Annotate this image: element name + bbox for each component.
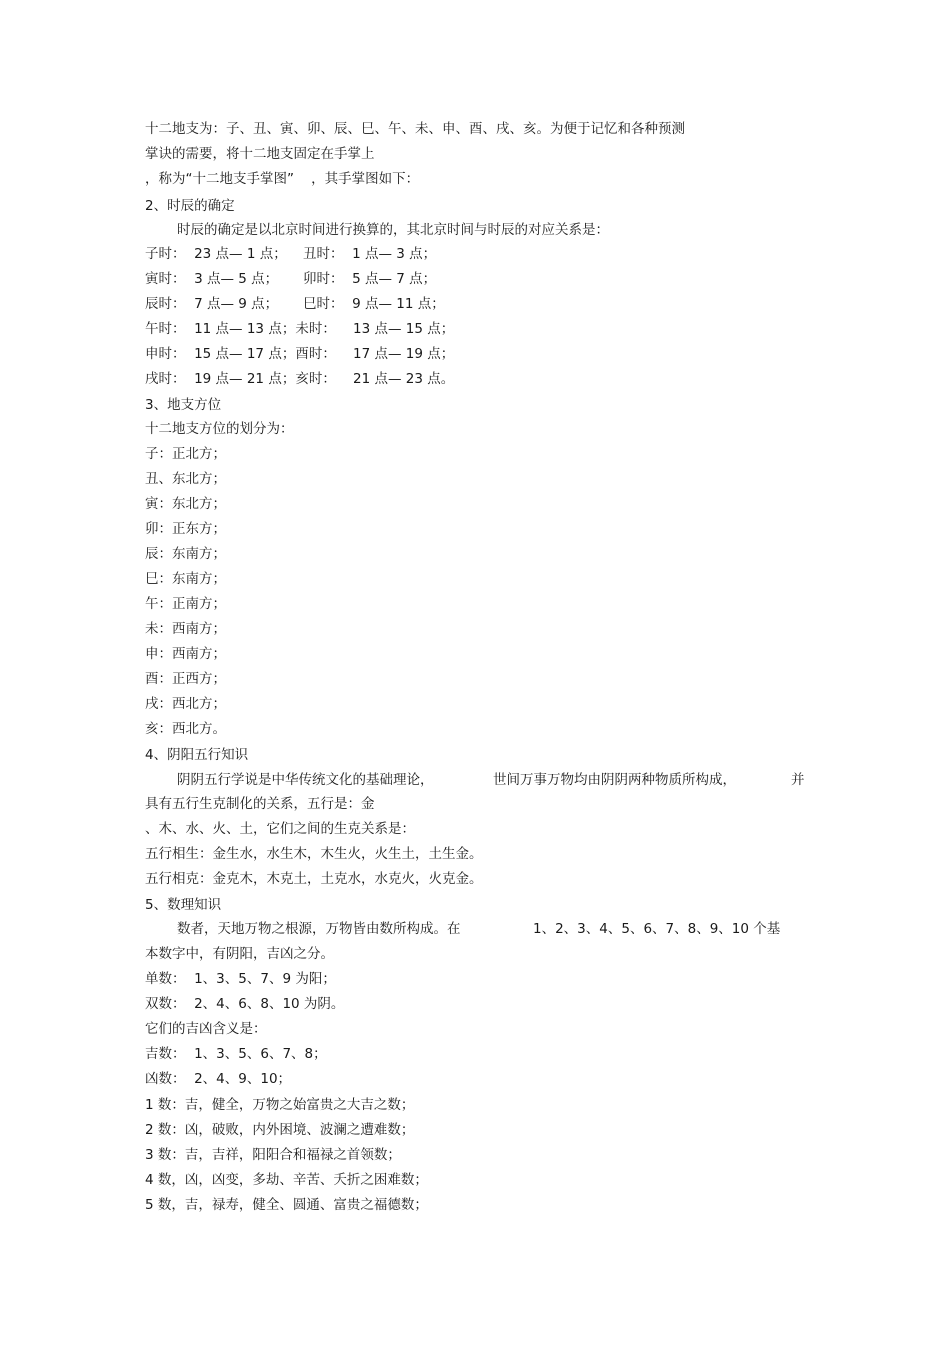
numerology-line: 4 数，凶，凶变，多劫、辛苦、夭折之困难数； [145, 1172, 428, 1188]
intro-line-3: ，称为“十二地支手掌图” ，其手掌图如下： [145, 171, 420, 187]
wuxing-overcoming: 五行相克：金克木，木克土，土克水，水克火，火克金。 [145, 871, 483, 887]
section-4-para-part-2: 世间万事万物均由阴阴两种物质所构成， [493, 772, 736, 788]
time-row-5-a: 申时： 15 点— 17 点；酉时： [145, 346, 336, 362]
section-5-para-part-1: 数者，天地万物之根源，万物皆由数所构成。在 [177, 921, 461, 937]
numerology-line: 双数： 2、4、6、8、10 为阴。 [145, 996, 345, 1012]
section-4-para-part-1: 阴阴五行学说是中华传统文化的基础理论， [177, 772, 434, 788]
section-2-title: 2、时辰的确定 [145, 198, 235, 214]
section-3-title: 3、地支方位 [145, 397, 222, 413]
numerology-line: 1 数：吉，健全，万物之始富贵之大吉之数； [145, 1097, 415, 1113]
section-5-line-2: 本数字中，有阴阳，吉凶之分。 [145, 946, 334, 962]
wuxing-generating: 五行相生：金生水，水生木，木生火，火生土，土生金。 [145, 846, 483, 862]
time-row-3-a: 辰时： 7 点— 9 点； [145, 296, 279, 312]
direction-item: 午：正南方； [145, 596, 226, 612]
time-row-4-b: 13 点— 15 点； [353, 321, 455, 337]
numerology-line: 3 数：吉，吉祥，阳阳合和福禄之首领数； [145, 1147, 401, 1163]
direction-item: 未：西南方； [145, 621, 226, 637]
time-row-1-b: 丑时： 1 点— 3 点； [303, 246, 437, 262]
time-row-2-a: 寅时： 3 点— 5 点； [145, 271, 279, 287]
direction-item: 戌：西北方； [145, 696, 226, 712]
section-4-line-2: 具有五行生克制化的关系，五行是：金 [145, 796, 375, 812]
direction-item: 巳：东南方； [145, 571, 226, 587]
direction-item: 辰：东南方； [145, 546, 226, 562]
direction-item: 子：正北方； [145, 446, 226, 462]
numerology-line: 2 数：凶，破败，内外困境、波澜之遭难数； [145, 1122, 415, 1138]
time-row-6-b: 21 点— 23 点。 [353, 371, 455, 387]
direction-item: 申：西南方； [145, 646, 226, 662]
section-4-para-part-3: 并 [791, 772, 805, 788]
time-row-5-b: 17 点— 19 点； [353, 346, 455, 362]
numerology-line: 5 数，吉，禄寿，健全、圆通、富贵之福德数； [145, 1197, 428, 1213]
intro-line-2: 掌诀的需要，将十二地支固定在手掌上 [145, 146, 375, 162]
direction-item: 寅：东北方； [145, 496, 226, 512]
section-5-para-part-2: 1、2、3、4、5、6、7、8、9、10 个基 [533, 921, 781, 937]
direction-item: 丑、东北方； [145, 471, 226, 487]
time-row-4-a: 午时： 11 点— 13 点；未时： [145, 321, 336, 337]
time-row-2-b: 卯时： 5 点— 7 点； [303, 271, 437, 287]
direction-item: 亥：西北方。 [145, 721, 226, 737]
section-2-paragraph: 时辰的确定是以北京时间进行换算的，其北京时间与时辰的对应关系是： [177, 222, 609, 238]
intro-line-1: 十二地支为：子、丑、寅、卯、辰、巳、午、未、申、酉、戌、亥。为便于记忆和各种预测 [145, 121, 685, 137]
direction-item: 卯：正东方； [145, 521, 226, 537]
direction-item: 酉：正西方； [145, 671, 226, 687]
section-5-title: 5、数理知识 [145, 897, 222, 913]
time-row-6-a: 戌时： 19 点— 21 点；亥时： [145, 371, 336, 387]
time-row-1-a: 子时： 23 点— 1 点； [145, 246, 287, 262]
numerology-line: 吉数： 1、3、5、6、7、8； [145, 1046, 327, 1062]
section-4-title: 4、阴阳五行知识 [145, 747, 249, 763]
numerology-line: 它们的吉凶含义是： [145, 1021, 267, 1037]
numerology-line: 凶数： 2、4、9、10； [145, 1071, 292, 1087]
time-row-3-b: 巳时： 9 点— 11 点； [303, 296, 445, 312]
section-3-lead: 十二地支方位的划分为： [145, 421, 294, 437]
section-4-line-3: 、木、水、火、土，它们之间的生克关系是： [145, 821, 415, 837]
numerology-line: 单数： 1、3、5、7、9 为阳； [145, 971, 336, 987]
